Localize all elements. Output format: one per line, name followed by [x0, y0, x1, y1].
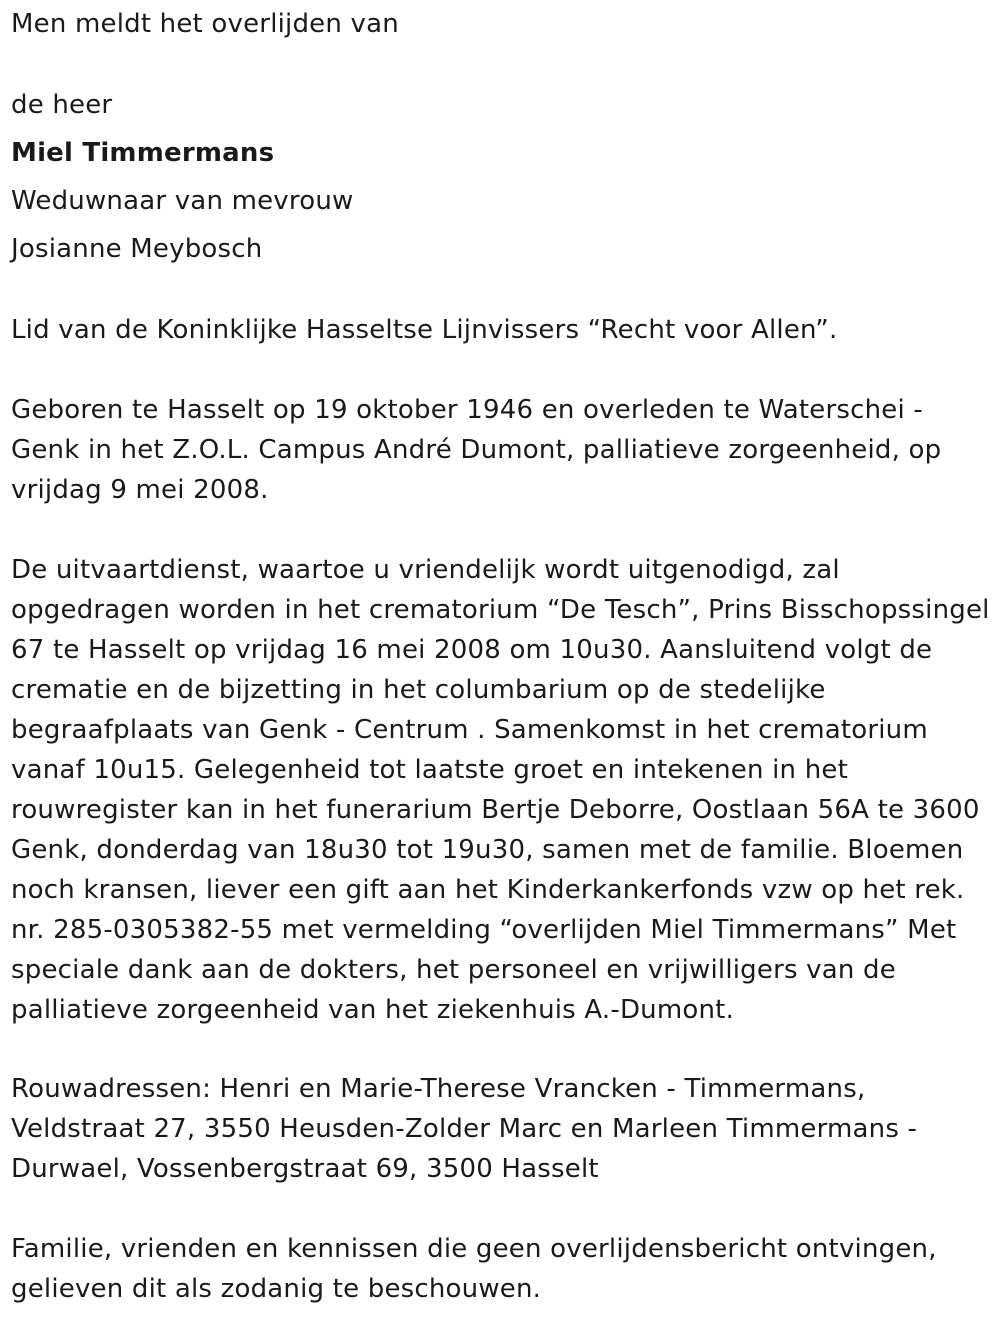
- funeral-paragraph: De uitvaartdienst, waartoe u vriendelijk wordt uitgenodigd, zal opgedragen worden in het crematorium “De Tesch”, Prins Bisschopssingel 67 te Hasselt op vrijdag 16 mei 2008 om 10u30. Aansluitend volgt de crematie en de bijzetting in het columbarium op de stedelijke begraafplaats van Genk - Centrum . Samenkomst in het crematorium vanaf 10u15. Gelegenheid tot laatste groet en intekenen in het rouwregister kan in het funerarium Bertje Deborre, Oostlaan 56A te 3600 Genk, donderdag van 18u30 tot 19u30, samen met de familie. Bloemen noch kransen, liever een gift aan het Kinderkankerfonds vzw op het rek. nr. 285-0305382-55 met vermelding “overlijden Miel Timmermans” Met speciale dank aan de dokters, het personeel en vrijwilligers van de palliatieve zorgeenheid van het ziekenhuis A.-Dumont.: [11, 555, 990, 1025]
- membership-text: Lid van de Koninklijke Hasseltse Lijnvissers “Recht voor Allen”.: [11, 315, 838, 345]
- intro-text: Men meldt het overlijden van: [11, 9, 399, 39]
- title-prefix: de heer: [11, 90, 113, 120]
- deceased-name: Miel Timmermans: [11, 138, 275, 168]
- spouse-name: Josianne Meybosch: [11, 234, 263, 264]
- closing-paragraph: Familie, vrienden en kennissen die geen overlijdensbericht ontvingen, gelieven dit als zodanig te beschouwen.: [11, 1234, 937, 1304]
- addresses-paragraph: Rouwadressen: Henri en Marie-Therese Vrancken - Timmermans, Veldstraat 27, 3550 Heusden-Zolder Marc en Marleen Timmermans - Durwael, Vossenbergstraat 69, 3500 Hasselt: [11, 1074, 918, 1184]
- spouse-label: Weduwnaar van mevrouw: [11, 186, 354, 216]
- birth-death-paragraph: Geboren te Hasselt op 19 oktober 1946 en overleden te Waterschei - Genk in het Z.O.L. Campus André Dumont, palliatieve zorgeenheid, op vrijdag 9 mei 2008.: [11, 395, 942, 505]
